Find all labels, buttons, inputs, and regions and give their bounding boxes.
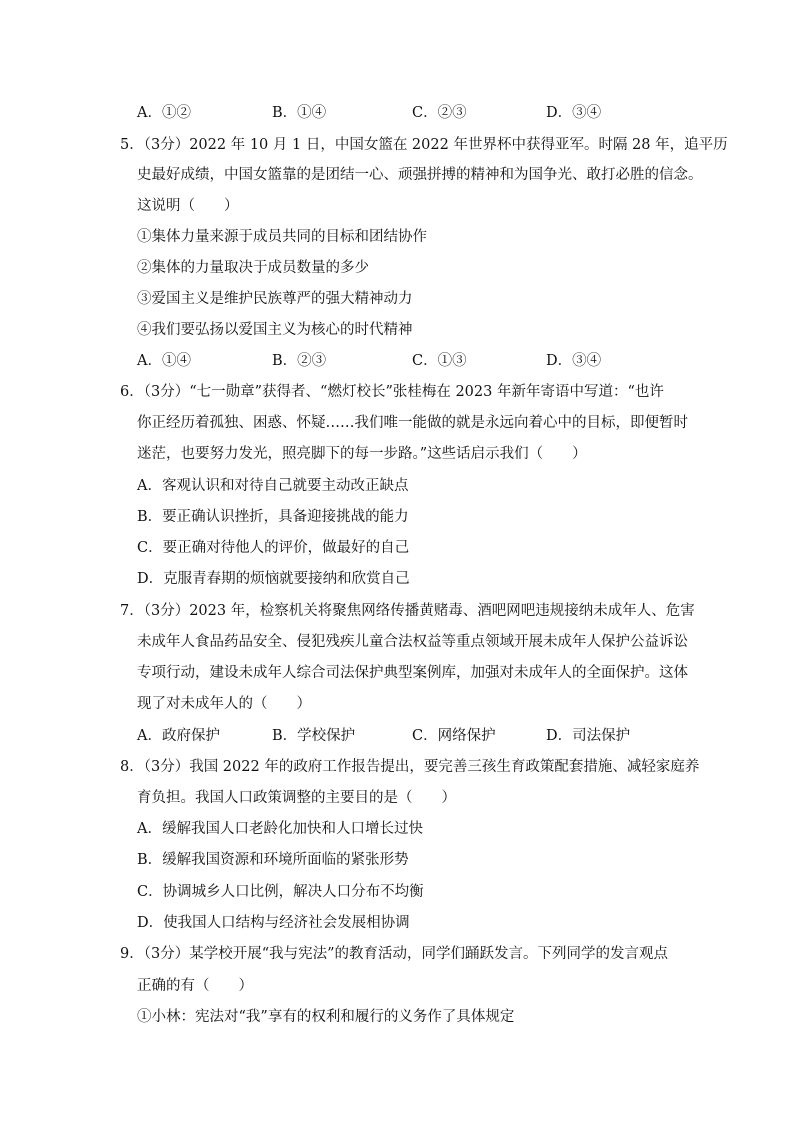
q4-options xyxy=(0,103,794,123)
q5-option-b: B．②③ xyxy=(272,353,327,369)
q5-option-d: D．③④ xyxy=(546,353,602,369)
q7-option-a: A．政府保护 xyxy=(137,728,220,744)
q5-item-3: ③爱国主义是维护民族尊严的强大精神动力 xyxy=(137,291,413,307)
q5-item-2: ②集体的力量取决于成员数量的多少 xyxy=(137,260,369,276)
q5-option-c: C．①③ xyxy=(412,353,467,369)
q5-item-1: ①集体力量来源于成员共同的目标和团结协作 xyxy=(137,229,427,245)
q8-stem-line-2: 育负担。我国人口政策调整的主要目的是（ ） xyxy=(137,790,456,806)
q6-stem-line-2: 你正经历着孤独、困惑、怀疑……我们唯一能做的就是永远向着心中的目标，即便暂时 xyxy=(137,415,688,431)
q7-stem-line-4: 现了对未成年人的（ ） xyxy=(137,696,311,712)
q5-option-a: A．①④ xyxy=(137,353,191,369)
q4-option-d: D．③④ xyxy=(546,105,602,121)
q9-item-1: ①小林：宪法对“我”享有的权利和履行的义务作了具体规定 xyxy=(137,1009,515,1025)
q5-options xyxy=(0,351,794,371)
q8-option-d: D．使我国人口结构与经济社会发展相协调 xyxy=(137,915,410,931)
q6-option-d: D．克服青春期的烦恼就要接纳和欣赏自己 xyxy=(137,571,410,587)
q8-option-a: A．缓解我国人口老龄化加快和人口增长过快 xyxy=(137,821,423,837)
q7-stem-line-2: 未成年人食品药品安全、侵犯残疾儿童合法权益等重点领域开展未成年人保护公益诉讼 xyxy=(137,634,688,650)
q5-stem-line-3: 这说明（ ） xyxy=(137,198,239,214)
q5-item-4: ④我们要弘扬以爱国主义为核心的时代精神 xyxy=(137,322,413,338)
q6-stem-line-1: 6．（3分）“七一勋章”获得者、“燃灯校长”张桂梅在 2023 年新年寄语中写道：“也许 xyxy=(120,384,664,400)
q5-stem-line-2: 史最好成绩，中国女篮靠的是团结一心、顽强拼搏的精神和为国争光、敢打必胜的信念。 xyxy=(137,167,703,183)
q9-stem-line-2: 正确的有（ ） xyxy=(137,978,253,994)
q5-stem-line-1: 5．（3分）2022 年 10 月 1 日，中国女篮在 2022 年世界杯中获得亚军。时隔 28 年，追平历 xyxy=(120,137,728,153)
q7-options xyxy=(0,726,794,746)
q4-option-a: A．①② xyxy=(137,105,191,121)
q4-option-b: B．①④ xyxy=(272,105,327,121)
q6-stem-line-3: 迷茫，也要努力发光，照亮脚下的每一步路。”这些话启示我们（ ） xyxy=(137,446,587,462)
q6-option-b: B．要正确认识挫折，具备迎接挑战的能力 xyxy=(137,509,409,525)
q7-stem-line-1: 7．（3分）2023 年，检察机关将聚焦网络传播黄赌毒、酒吧网吧违规接纳未成年人、危害 xyxy=(120,603,695,619)
q7-option-d: D．司法保护 xyxy=(546,728,631,744)
q4-option-c: C．②③ xyxy=(412,105,467,121)
q9-stem-line-1: 9．（3分）某学校开展“我与宪法”的教育活动，同学们踊跃发言。下列同学的发言观点 xyxy=(120,946,669,962)
q7-option-b: B．学校保护 xyxy=(272,728,356,744)
q7-option-c: C．网络保护 xyxy=(412,728,496,744)
q8-stem-line-1: 8．（3分）我国 2022 年的政府工作报告提出，要完善三孩生育政策配套措施、减轻家庭养 xyxy=(120,759,700,775)
q6-option-c: C．要正确对待他人的评价，做最好的自己 xyxy=(137,540,410,556)
q8-option-c: C．协调城乡人口比例，解决人口分布不均衡 xyxy=(137,884,424,900)
q6-option-a: A．客观认识和对待自己就要主动改正缺点 xyxy=(137,478,409,494)
q7-stem-line-3: 专项行动，建设未成年人综合司法保护典型案例库，加强对未成年人的全面保护。这体 xyxy=(137,665,688,681)
q8-option-b: B．缓解我国资源和环境所面临的紧张形势 xyxy=(137,852,409,868)
